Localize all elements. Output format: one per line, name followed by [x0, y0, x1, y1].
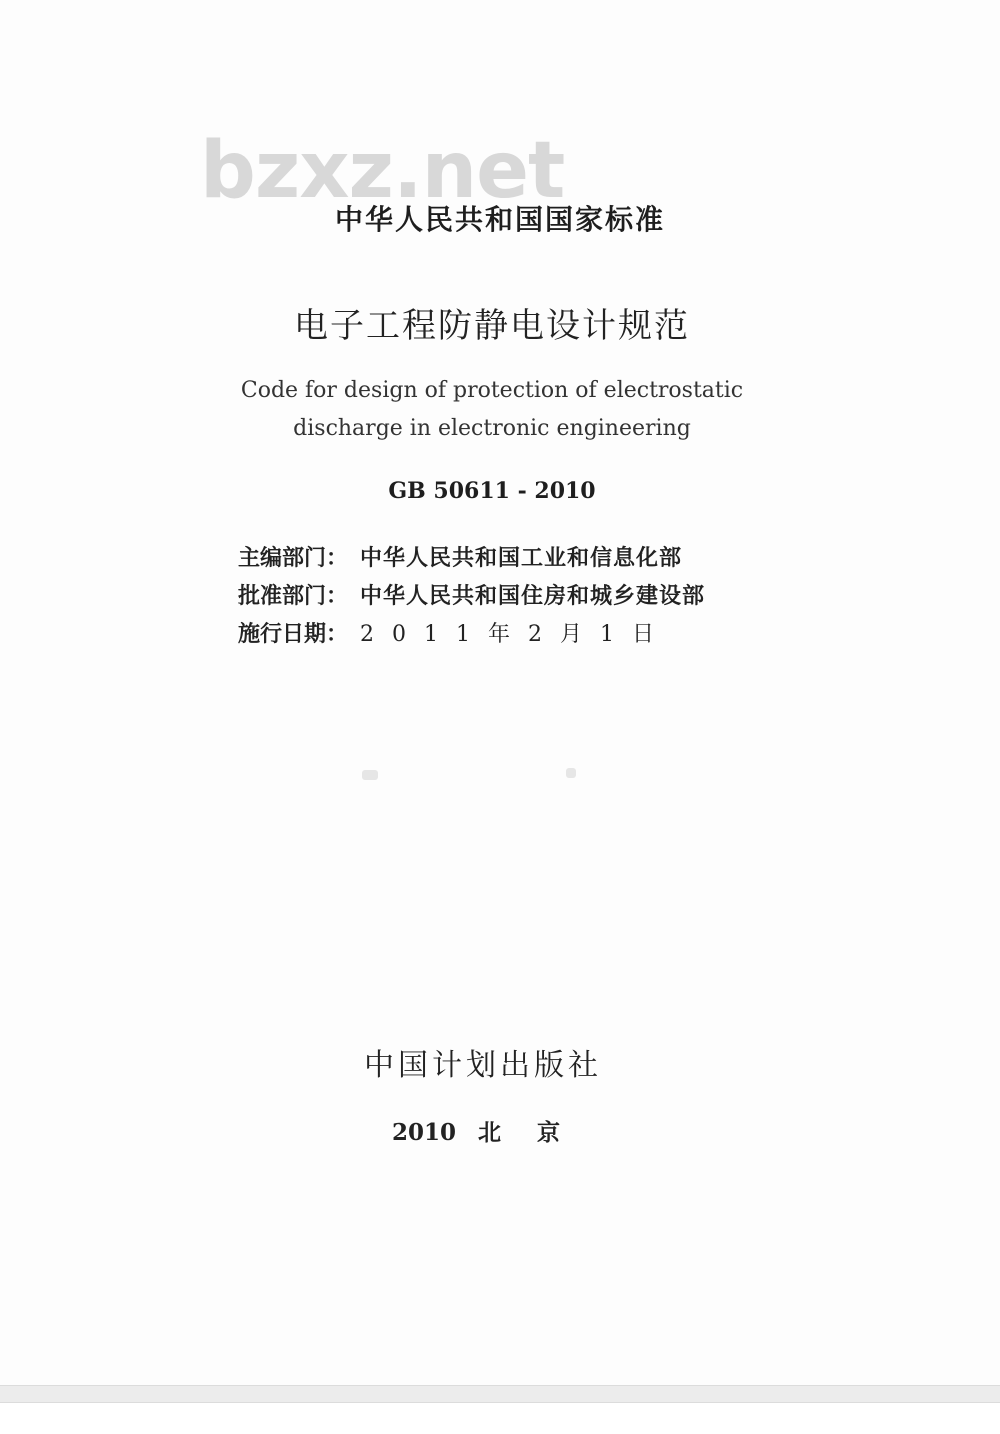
- date-label: 施行日期：: [238, 622, 349, 647]
- editor-value: 中华人民共和国工业和信息化部: [360, 546, 683, 571]
- editor-label: 主编部门：: [238, 546, 349, 571]
- watermark: bzxz.net: [200, 126, 565, 216]
- title-chinese: 电子工程防静电设计规范: [294, 306, 690, 346]
- approver-value: 中华人民共和国住房和城乡建设部: [360, 584, 706, 609]
- title-english: [0, 372, 984, 448]
- approver-row: [238, 578, 738, 616]
- page-bottom-edge: [0, 1385, 1000, 1403]
- date-value: 2011年2月1日: [360, 622, 672, 647]
- date-row: [238, 616, 738, 654]
- approver-label: 批准部门：: [238, 584, 349, 609]
- publication-line: [392, 1114, 692, 1147]
- publication-city: 北京: [478, 1119, 597, 1146]
- scan-smudge: [362, 770, 378, 780]
- publication-year: 2010: [392, 1119, 457, 1146]
- editor-row: [238, 540, 738, 578]
- title-english-line-1: Code for design of protection of electrostatic: [240, 378, 744, 403]
- title-english-line-2: discharge in electronic engineering: [293, 416, 691, 441]
- metadata-block: [238, 540, 738, 654]
- publisher: 中国计划出版社: [364, 1048, 602, 1083]
- standard-organization: 中华人民共和国国家标准: [334, 203, 665, 236]
- standard-code: GB 50611 - 2010: [388, 478, 596, 504]
- scan-smudge: [566, 768, 576, 778]
